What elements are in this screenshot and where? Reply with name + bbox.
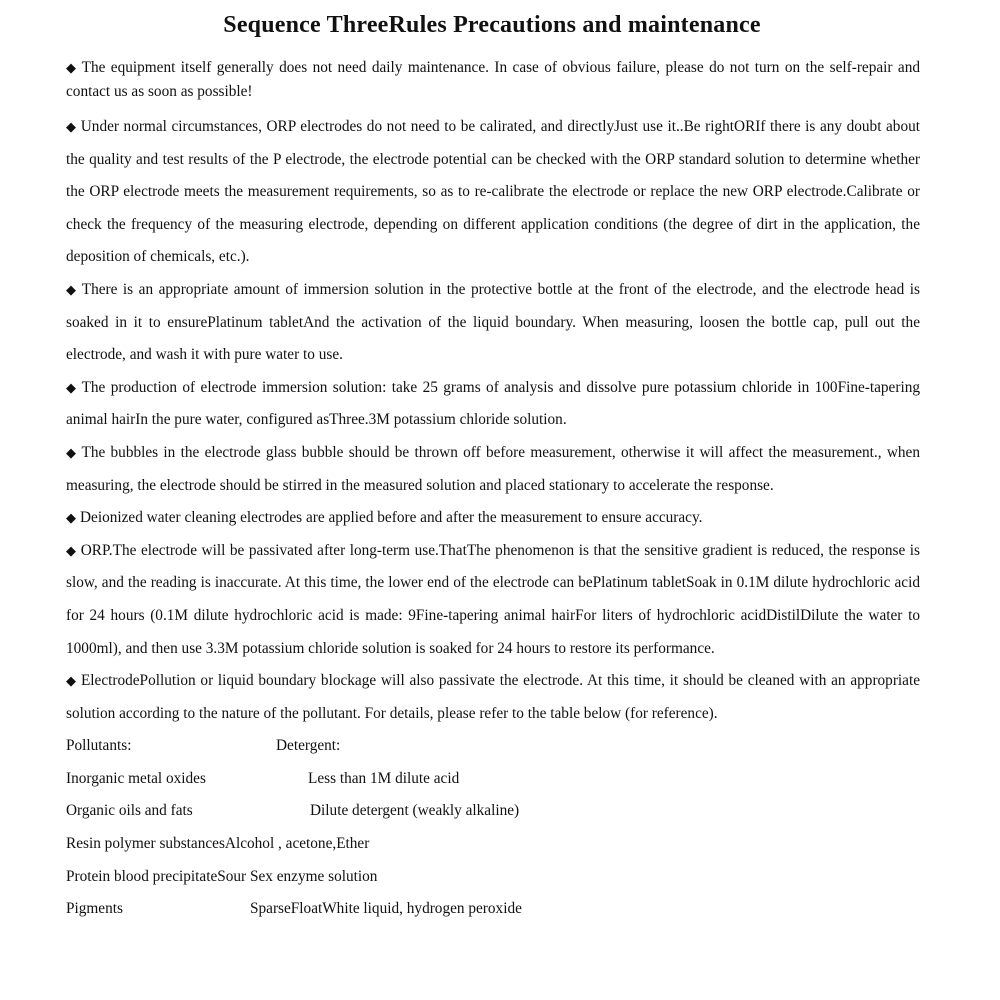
pollutant-cell: Resin polymer substancesAlcohol , acetone,Ether [66,835,370,853]
header-detergent: Detergent: [276,737,341,755]
table-header [66,730,920,763]
bullet-icon: ◆ [66,542,77,558]
detergent-cell: Sour Sex enzyme solution [217,867,378,885]
paragraph-text: The bubbles in the electrode glass bubble should be thrown off before measurement, otherwise it will affect the measurement., when measuring, the electrode should be stirred in the measured solution and placed stationary to accelerate the response. [66,443,920,494]
paragraph-text: The equipment itself generally does not need daily maintenance. In case of obvious failure, please do not turn on the self-repair and contact us as soon as possible! [66,59,920,100]
bullet-icon: ◆ [66,119,77,134]
page-title: Sequence ThreeRules Precautions and maintenance [223,12,761,38]
paragraph-text: ElectrodePollution or liquid boundary blockage will also passivate the electrode. At this time, it should be cleaned with an appropriate solution according to the nature of the pollutant. For details, please refer to the table below (for reference). [66,672,921,722]
bullet-icon: ◆ [66,281,78,297]
pollutant-cell: Pigments [66,900,123,918]
paragraph-pollution [66,665,920,730]
table-row [66,763,920,796]
paragraph-text: There is an appropriate amount of immersion solution in the protective bottle at the front of the electrode, and the electrode head is soaked in it to ensurePlatinum tabletAnd the activation of the liquid boundary. When measuring, loosen the bottle cap, pull out the electrode, and wash it with pure water to use. [66,280,920,364]
detergent-cell: Alcohol , acetone,Ether [224,835,370,853]
paragraph-calibration [66,111,920,274]
detergent-cell: Less than 1M dilute acid [308,769,460,787]
header-pollutants: Pollutants: [66,737,132,755]
detergent-cell: Dilute detergent (weakly alkaline) [310,802,520,820]
paragraph-solution [66,372,920,437]
paragraph-text: Deionized water cleaning electrodes are applied before and after the measurement to ensure accuracy. [80,509,703,527]
table-row [66,893,920,926]
pollutant-table [66,730,920,926]
paragraph-text: Under normal circumstances, ORP electrodes do not need to be calirated, and directlyJust use it..Be rightORIf there is any doubt about the quality and test results of the P electrode, the electrode potential can be checked with the ORP standard solution to determine whether the ORP electrode meets the measurement requirements, so as to re-calibrate the electrode or replace the new ORP electrode.Calibrate or check the frequency of the measuring electrode, depending on different application conditions (the degree of dirt in the application, the deposition of chemicals, etc.). [66,118,921,266]
pollutant-cell: Protein blood precipitateSour Sex enzyme solution [66,867,378,885]
paragraph-immersion [66,274,920,372]
bullet-icon: ◆ [66,673,77,689]
paragraph-bubbles [66,437,920,502]
table-row [66,828,920,861]
paragraph-text: The production of electrode immersion solution: take 25 grams of analysis and dissolve pure potassium chloride in 100Fine-tapering animal hairIn the pure water, configured asThree.3M potassium chloride solution. [66,378,920,429]
table-row [66,795,920,828]
paragraph-maintenance [66,56,920,104]
paragraph-text: ORP.The electrode will be passivated after long-term use.ThatThe phenomenon is that the sensitive gradient is reduced, the response is slow, and the reading is inaccurate. At this time, the lower end of the electrode can bePlatinum tabletSoak in 0.1M dilute hydrochloric acid for 24 hours (0.1M dilute hydrochloric acid is made: 9Fine-tapering animal hairFor liters of hydrochloric acidDistilDilute the water to 1000ml), and then use 3.3M potassium chloride solution is soaked for 24 hours to restore its performance. [66,541,921,657]
paragraph-passivation [66,535,920,665]
pollutant-cell: Organic oils and fats [66,802,193,820]
table-row [66,861,920,894]
paragraph-deionized [66,502,920,535]
bullet-icon: ◆ [66,510,76,526]
pollutant-cell: Inorganic metal oxides [66,769,206,787]
document-body [66,56,920,926]
bullet-icon: ◆ [66,444,78,460]
bullet-icon: ◆ [66,60,78,75]
detergent-cell: SparseFloatWhite liquid, hydrogen peroxide [250,900,522,918]
bullet-icon: ◆ [66,379,78,395]
